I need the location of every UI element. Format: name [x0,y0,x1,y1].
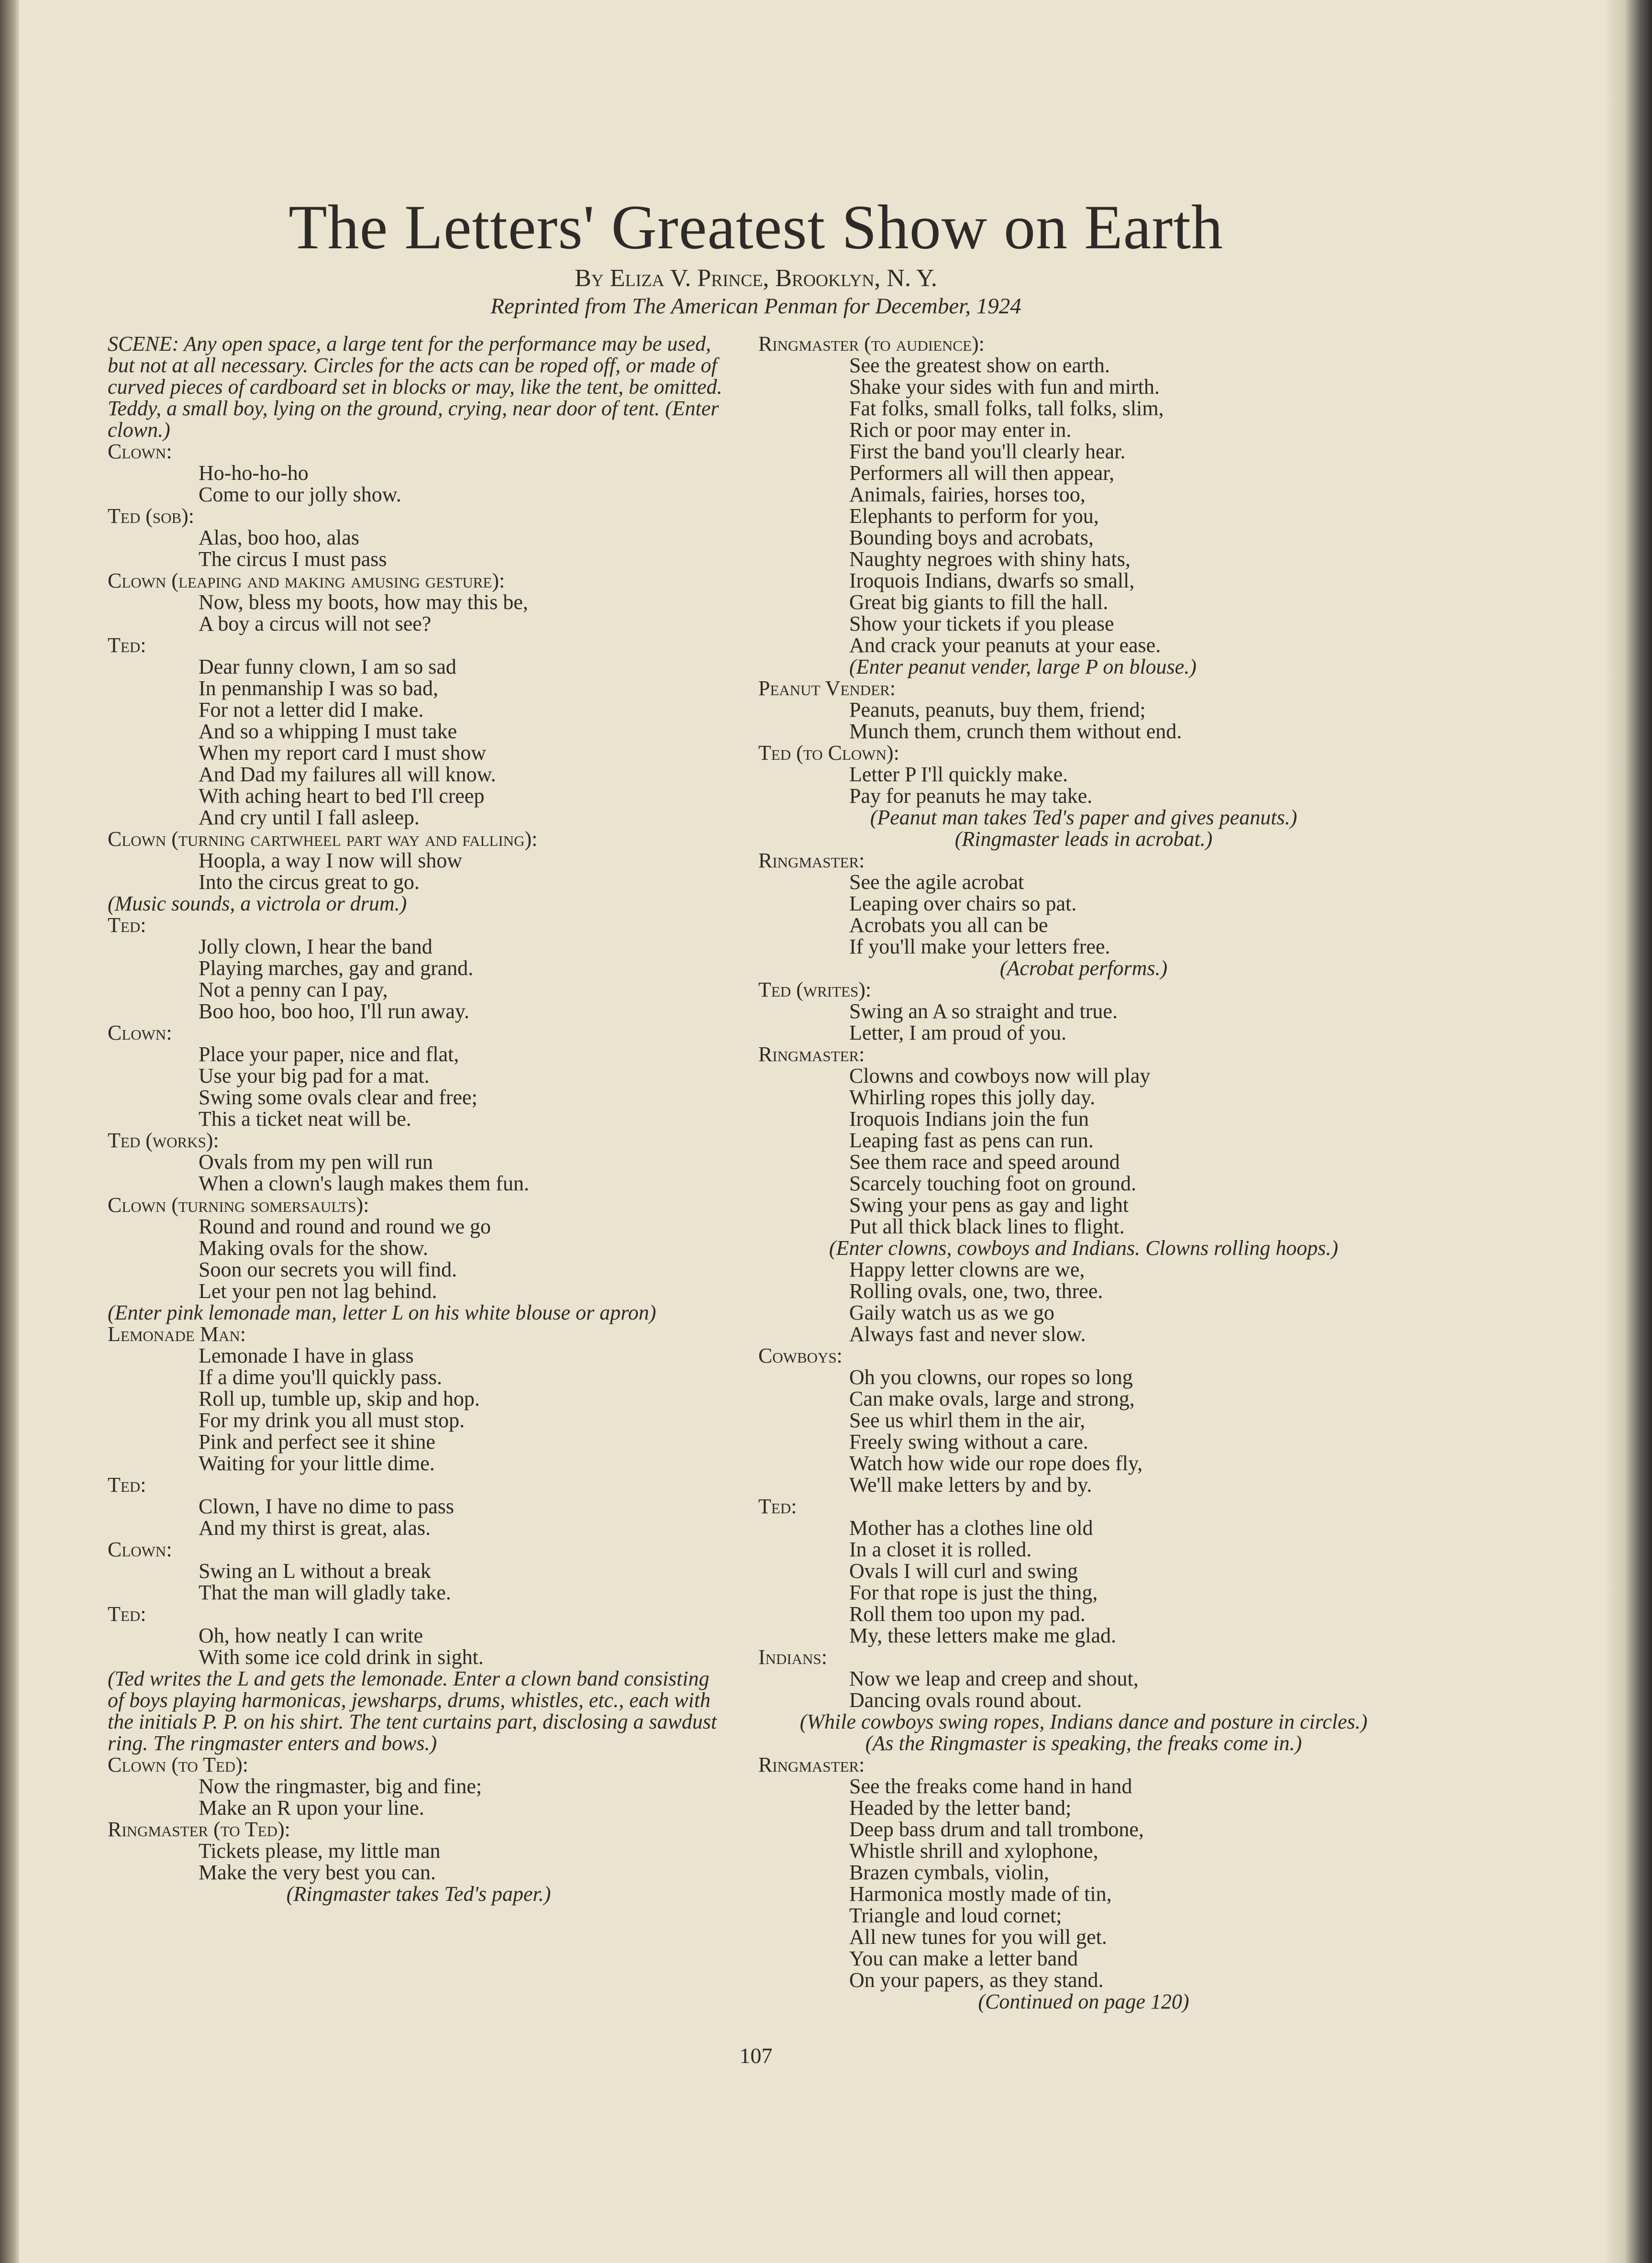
verse-line: Naughty negroes with shiny hats, [849,547,1131,571]
verse-line: See them race and speed around [849,1150,1120,1174]
verse-line: And so a whipping I must take [199,720,457,743]
verse-line: Harmonica mostly made of tin, [849,1882,1112,1906]
verse-line: Brazen cymbals, violin, [849,1861,1049,1884]
verse-line: Whirling ropes this jolly day. [849,1086,1096,1109]
verse-line: Oh, how neatly I can write [199,1624,423,1647]
verse-line: Leaping over chairs so pat. [849,892,1077,915]
verse-line: Roll them too upon my pad. [849,1602,1086,1626]
speaker-label: Clown: [108,1021,172,1044]
verse-line: Dear funny clown, I am so sad [199,655,456,678]
verse-line: Swing your pens as gay and light [849,1193,1129,1217]
verse-line: First the band you'll clearly hear. [849,440,1126,463]
verse-line: Ho-ho-ho-ho [199,461,309,485]
verse-line: Now, bless my boots, how may this be, [199,590,528,614]
verse-line: Making ovals for the show. [199,1236,428,1260]
speaker-label: Ted (works): [108,1129,219,1152]
verse-line: Come to our jolly show. [199,483,401,506]
verse-line: Deep bass drum and tall trombone, [849,1818,1144,1841]
speaker-label: Clown: [108,440,172,463]
verse-line: In a closet it is rolled. [849,1538,1032,1561]
right-column [758,333,1409,2012]
verse-line: Whistle shrill and xylophone, [849,1839,1098,1863]
verse-line: Pay for peanuts he may take. [849,784,1093,808]
verse-line: And Dad my failures all will know. [199,763,496,786]
verse-stage-direction: (Enter peanut vender, large P on blouse.) [849,655,1197,678]
verse-line: And my thirst is great, alas. [199,1516,431,1540]
stage-direction: (Ted writes the L and gets the lemonade. Enter a clown band consisting of boys playing harmonicas, jewsharps, drums, whistles, etc., each with the initials P. P. on his shirt. The tent curtains part, disclosing a sawdust ring. The ringmaster enters and bows.) [108,1667,717,1755]
speaker-label: Clown (leaping and making amusing gesture): [108,569,505,592]
verse-line: Place your paper, nice and flat, [199,1043,459,1066]
verse-line: Watch how wide our rope does fly, [849,1452,1143,1475]
verse-line: Clown, I have no dime to pass [199,1495,455,1518]
speaker-label: Cowboys: [758,1344,843,1367]
verse-line: In penmanship I was so bad, [199,677,439,700]
verse-line: The circus I must pass [199,547,387,571]
speaker-label: Clown (to Ted): [108,1753,249,1776]
verse-line: This a ticket neat will be. [199,1107,411,1131]
verse-line: Let your pen not lag behind. [199,1279,437,1303]
speaker-label: Clown (turning somersaults): [108,1193,369,1217]
verse-line: You can make a letter band [849,1947,1078,1970]
verse-line: See us whirl them in the air, [849,1409,1086,1432]
verse-line: With some ice cold drink in sight. [199,1645,484,1669]
verse-line: When a clown's laugh makes them fun. [199,1172,529,1195]
verse-line: Headed by the letter band; [849,1796,1072,1819]
verse-line: With aching heart to bed I'll creep [199,784,485,808]
verse-line: When my report card I must show [199,741,487,765]
stage-direction: Teddy, a small boy, lying on the ground, crying, near door of tent. (Enter clown.) [108,397,719,442]
verse-line: Jolly clown, I hear the band [199,935,432,958]
stage-direction: (Acrobat performs.) [999,956,1168,980]
stage-direction: (As the Ringmaster is speaking, the freaks come in.) [865,1731,1302,1755]
speaker-label: Ted: [108,1602,146,1626]
verse-line: Always fast and never slow. [849,1322,1086,1346]
verse-line: Boo hoo, boo hoo, I'll run away. [199,999,470,1023]
verse-line: Tickets please, my little man [199,1839,441,1863]
verse-line: Rich or poor may enter in. [849,418,1072,442]
speaker-label: Ted: [758,1495,797,1518]
verse-line: Can make ovals, large and strong, [849,1387,1135,1410]
speaker-label: Ted: [108,1473,146,1497]
verse-line: If you'll make your letters free. [849,935,1110,958]
verse-line: Animals, fairies, horses too, [849,483,1086,506]
verse-line: Letter, I am proud of you. [849,1021,1066,1044]
stage-direction: (While cowboys swing ropes, Indians dance and posture in circles.) [799,1710,1368,1733]
verse-line: Use your big pad for a mat. [199,1064,430,1087]
stage-direction: (Peanut man takes Ted's paper and gives peanuts.) [870,806,1297,829]
verse-line: Ovals I will curl and swing [849,1559,1078,1583]
verse-line: Dancing ovals round about. [849,1688,1082,1712]
verse-line: Round and round and round we go [199,1215,491,1238]
speaker-label: Ted: [108,633,146,657]
verse-line: Acrobats you all can be [849,913,1048,937]
stage-direction: (Ringmaster leads in acrobat.) [954,827,1213,851]
verse-line: Now we leap and creep and shout, [849,1667,1139,1690]
verse-line: All new tunes for you will get. [849,1925,1107,1949]
left-column [108,333,730,1905]
verse-line: Alas, boo hoo, alas [199,526,360,549]
stage-direction: (Enter clowns, cowboys and Indians. Clowns rolling hoops.) [829,1236,1339,1260]
verse-line: Into the circus great to go. [199,870,420,894]
verse-line: Playing marches, gay and grand. [199,956,474,980]
verse-line: Make the very best you can. [199,1861,436,1884]
verse-line: For that rope is just the thing, [849,1581,1098,1604]
verse-line: For my drink you all must stop. [199,1409,465,1432]
verse-line: Swing some ovals clear and free; [199,1086,477,1109]
speaker-label: Ted: [108,913,146,937]
verse-line: Performers all will then appear, [849,461,1115,485]
verse-line: Swing an A so straight and true. [849,999,1118,1023]
verse-line: Gaily watch us as we go [849,1301,1054,1324]
stage-direction: (Continued on page 120) [978,1990,1189,2013]
verse-line: Waiting for your little dime. [199,1452,435,1475]
verse-line: Munch them, crunch them without end. [849,720,1182,743]
stage-direction: (Ringmaster takes Ted's paper.) [286,1882,551,1906]
verse-line: Lemonade I have in glass [199,1344,414,1367]
speaker-label: Ringmaster: [758,1043,865,1066]
verse-line: See the agile acrobat [849,870,1024,894]
verse-line: Letter P I'll quickly make. [849,763,1068,786]
reprint-note: Reprinted from The American Penman for December, 1924 [490,294,1021,319]
stage-direction: SCENE: Any open space, a large tent for the performance may be used, but not at all necessary. Circles for the acts can be roped off, or made of curved pieces of cardboard set in blocks or may, like the tent, be omitted. [108,332,722,399]
verse-line: See the freaks come hand in hand [849,1775,1132,1798]
page-number: 107 [739,2043,773,2068]
verse-line: Make an R upon your line. [199,1796,424,1819]
speaker-label: Ringmaster (to audience): [758,332,985,355]
verse-line: My, these letters make me glad. [849,1624,1116,1647]
verse-line: Scarcely touching foot on ground. [849,1172,1136,1195]
verse-line: Show your tickets if you please [849,612,1114,635]
speaker-label: Ted (to Clown): [758,741,899,765]
verse-line: Bounding boys and acrobats, [849,526,1094,549]
verse-line: Oh you clowns, our ropes so long [849,1365,1133,1389]
verse-line: Elephants to perform for you, [849,504,1099,528]
verse-line: Pink and perfect see it shine [199,1430,435,1453]
verse-line: Fat folks, small folks, tall folks, slim, [849,397,1164,420]
verse-line: We'll make letters by and by. [849,1473,1092,1497]
verse-line: If a dime you'll quickly pass. [199,1365,442,1389]
verse-line: Clowns and cowboys now will play [849,1064,1151,1087]
speaker-label: Clown: [108,1538,172,1561]
verse-line: That the man will gladly take. [199,1581,451,1604]
speaker-label: Lemonade Man: [108,1322,246,1346]
verse-line: Iroquois Indians, dwarfs so small, [849,569,1135,592]
verse-line: Hoopla, a way I now will show [199,849,463,872]
binding-shadow [0,0,19,2263]
verse-line: Triangle and loud cornet; [849,1904,1062,1927]
speaker-label: Ringmaster (to Ted): [108,1818,290,1841]
verse-line: Peanuts, peanuts, buy them, friend; [849,698,1146,721]
verse-line: Iroquois Indians join the fun [849,1107,1089,1131]
verse-line: Rolling ovals, one, two, three. [849,1279,1103,1303]
verse-line: For not a letter did I make. [199,698,424,721]
speaker-label: Ted (sob): [108,504,195,528]
verse-line: On your papers, as they stand. [849,1968,1104,1992]
article-byline: By Eliza V. Prince, Brooklyn, N. Y. [575,265,937,292]
verse-line: Mother has a clothes line old [849,1516,1093,1540]
page-edge-shadow [1607,0,1652,2263]
stage-direction: (Enter pink lemonade man, letter L on his white blouse or apron) [108,1301,656,1324]
verse-line: Happy letter clowns are we, [849,1258,1085,1281]
verse-line: Roll up, tumble up, skip and hop. [199,1387,480,1410]
verse-line: Now the ringmaster, big and fine; [199,1775,482,1798]
article-title: The Letters' Greatest Show on Earth [288,192,1223,262]
speaker-label: Ringmaster: [758,849,865,872]
verse-line: Ovals from my pen will run [199,1150,433,1174]
speaker-label: Clown (turning cartwheel part way and falling): [108,827,538,851]
verse-line: Freely swing without a care. [849,1430,1088,1453]
verse-line: A boy a circus will not see? [199,612,432,635]
verse-line: Shake your sides with fun and mirth. [849,375,1160,399]
speaker-label: Indians: [758,1645,827,1669]
stage-direction: (Music sounds, a victrola or drum.) [108,892,407,915]
verse-line: Not a penny can I pay, [199,978,388,1001]
verse-line: And crack your peanuts at your ease. [849,633,1161,657]
verse-line: Swing an L without a break [199,1559,431,1583]
verse-line: Put all thick black lines to flight. [849,1215,1125,1238]
verse-line: And cry until I fall asleep. [199,806,420,829]
verse-line: Leaping fast as pens can run. [849,1129,1094,1152]
speaker-label: Peanut Vender: [758,677,896,700]
verse-line: Great big giants to fill the hall. [849,590,1109,614]
verse-line: See the greatest show on earth. [849,354,1110,377]
verse-line: Soon our secrets you will find. [199,1258,457,1281]
speaker-label: Ringmaster: [758,1753,865,1776]
speaker-label: Ted (writes): [758,978,872,1001]
